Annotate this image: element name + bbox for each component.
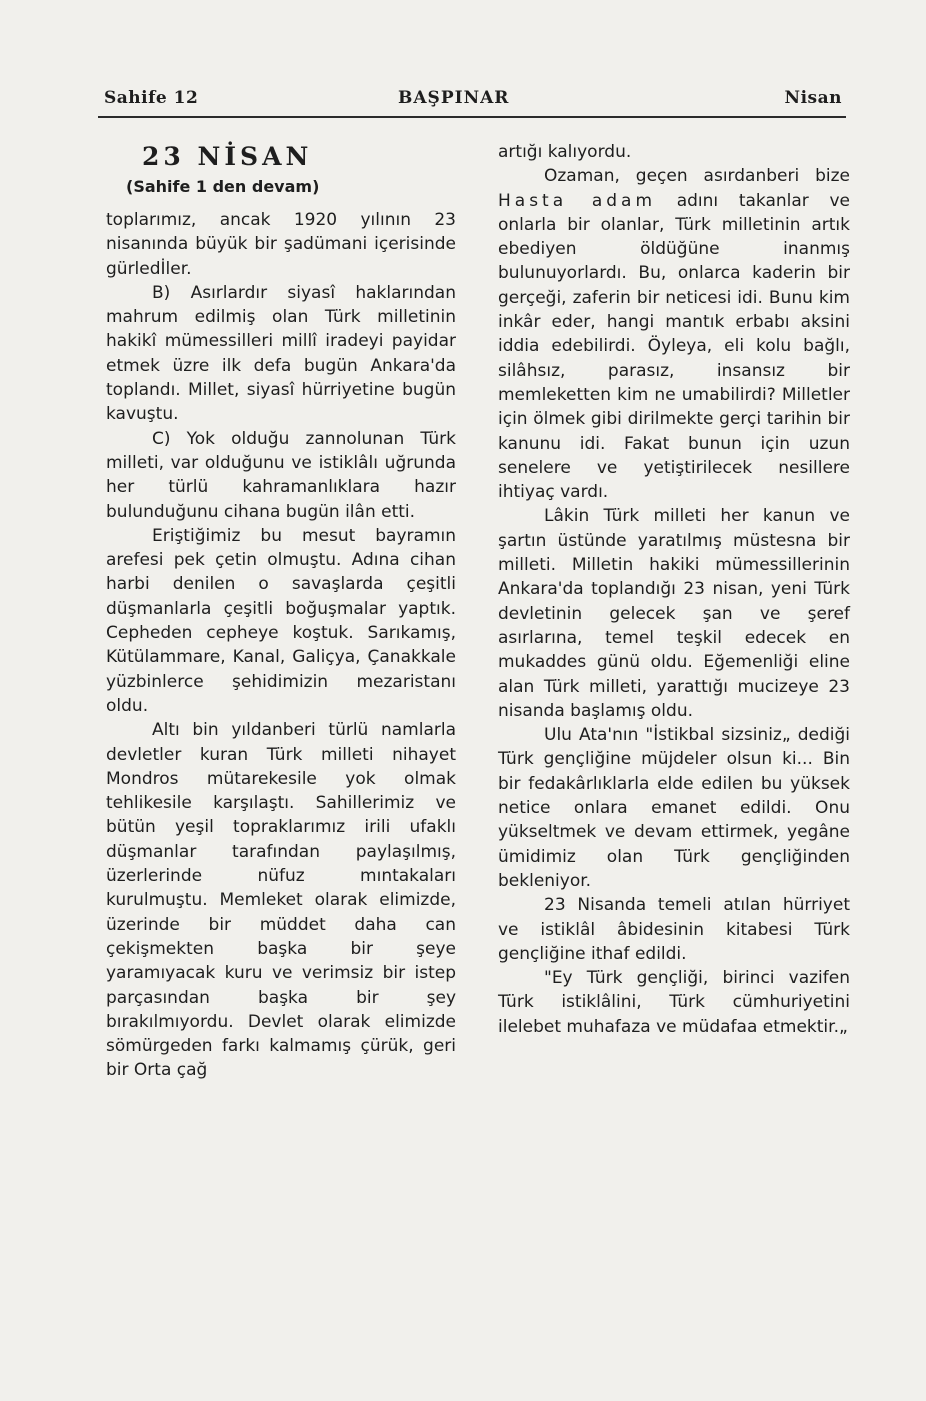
paragraph-text: adını takanlar ve onlarla bir olanlar, Türk milletinin artık ebediyen öldüğüne inanmış bulunuyorlardı. Bu, onlarca kaderin bir gerçeği, zaferin bir neticesi idi. Bunu kim inkâr eder, hangi mantık erbabı aksini iddia edebilirdi. Öyleya, eli kolu bağlı, silâhsız, parasız, insansız bir memleketten kim ne umabilirdi? Milletler için ölmek gibi dirilmekte gerçi tarihin bir kanunu idi. Fakat bunun için uzun senelere ve yetiştirilecek nesillere ihtiyaç vardı. bbox=[498, 190, 850, 503]
spaced-phrase: Hasta adam bbox=[498, 190, 657, 211]
header-rule bbox=[98, 116, 846, 118]
right-column bbox=[498, 140, 850, 1039]
paragraph: toplarımız, ancak 1920 yılının 23 nisanında büyük bir şadümani içerisinde gürledİler. bbox=[106, 210, 456, 279]
publication-title: BAŞPINAR bbox=[398, 88, 510, 108]
paragraph-text: Ozaman, geçen asırdanberi bize bbox=[544, 166, 850, 187]
paragraph: Eriştiğimiz bu mesut bayramın arefesi pek çetin olmuştu. Adına cihan harbi denilen o savaşlarda çeşitli düşmanlarla çeşitli boğuşmalar yaptık. Cepheden cepheye koştuk. Sarıkamış, Kütülammare, Kanal, Galiçya, Çanakkale yüzbinlerce şehidimizin mezaristanı oldu. bbox=[106, 525, 456, 716]
left-column bbox=[106, 140, 456, 1083]
article-title: 23 NİSAN bbox=[142, 142, 313, 171]
paragraph: Lâkin Türk milleti her kanun ve şartın üstünde yaratılmış müstesna bir milleti. Milletin hakiki mümessillerinin Ankara'da toplandığı 23 nisan, yeni Türk devletinin gelecek şan ve şeref asırlarına, temel teşkil edecek en mukaddes günü oldu. Eğemenliği eline alan Türk milleti, yarattığı mucizeye 23 nisanda başlamış oldu. bbox=[498, 506, 850, 721]
issue-month: Nisan bbox=[784, 88, 842, 108]
article-subtitle: (Sahife 1 den devam) bbox=[126, 177, 320, 196]
page-header bbox=[98, 88, 846, 114]
paragraph: "Ey Türk gençliği, birinci vazifen Türk istiklâlini, Türk cümhuriyetini ilelebet muhafaza ve müdafaa etmektir.„ bbox=[498, 968, 850, 1037]
paragraph: Ulu Ata'nın "İstikbal sizsiniz„ dediği Türk gençliğine müjdeler olsun ki... Bin bir fedakârlıklarla elde edilen bu yüksek netice onlara emanet edildi. Onu yükseltmek ve devam ettirmek, yegâne ümidimiz olan Türk gençliğinden bekleniyor. bbox=[498, 725, 850, 891]
paragraph: C) Yok olduğu zannolunan Türk milleti, var olduğunu ve istiklâlı uğrunda her türlü kahramanlıklara hazır bulunduğunu cihana bugün ilân etti. bbox=[106, 428, 456, 522]
page-number: Sahife 12 bbox=[104, 88, 199, 108]
paragraph: artığı kalıyordu. bbox=[498, 142, 632, 162]
paragraph: 23 Nisanda temeli atılan hürriyet ve istiklâl âbidesinin kitabesi Türk gençliğine ithaf edildi. bbox=[498, 895, 850, 964]
paragraph: B) Asırlardır siyasî haklarından mahrum edilmiş olan Türk milletinin hakikî mümessilleri millî iradeyi payidar etmek üzre ilk defa bugün Ankara'da toplandı. Millet, siyasî hürriyetine bugün kavuştu. bbox=[106, 282, 456, 425]
paragraph bbox=[498, 164, 850, 504]
paragraph: Altı bin yıldanberi türlü namlarla devletler kuran Türk milleti nihayet Mondros mütarekesile yok olmak tehlikesile karşılaştı. Sahillerimiz ve bütün yeşil topraklarımız irili ufaklı düşmanlar tarafından paylaşılmış, üzerlerinde nüfuz mıntakaları kurulmuştu. Memleket olarak elimizde, üzerinde bir müddet daha can çekişmekten başka bir şeye yaramıyacak kuru ve verimsiz bir istep parçasından başka bir şey bırakılmıyordu. Devlet olarak elimizde sömürgeden farkı kalmamış çürük, geri bir Orta çağ bbox=[106, 720, 456, 1081]
